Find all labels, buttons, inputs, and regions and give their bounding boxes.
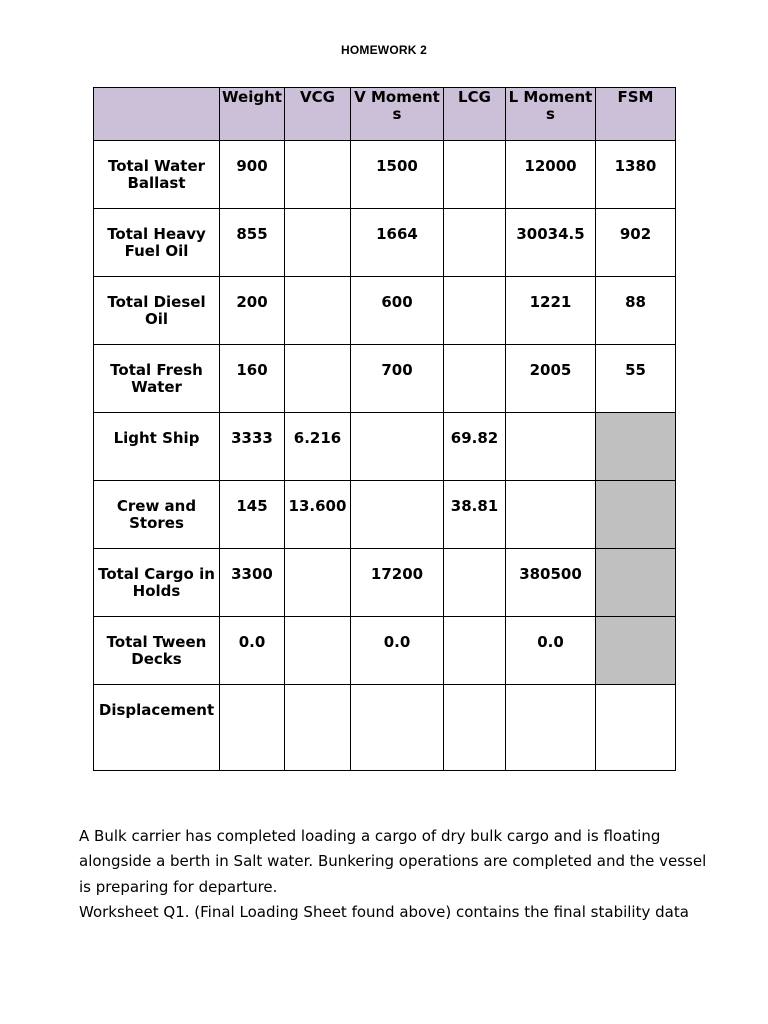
table-row — [94, 549, 676, 617]
cell-lcg: 38.81 — [444, 481, 506, 549]
cell-l-moments: 0.0 — [506, 617, 596, 685]
cell-lcg — [444, 345, 506, 413]
cell-lcg — [444, 141, 506, 209]
row-label: Crew and Stores — [94, 481, 220, 549]
cell-l-moments: 380500 — [506, 549, 596, 617]
cell-fsm-shaded — [596, 413, 676, 481]
cell-v-moments — [351, 481, 444, 549]
row-label: Total Cargo in Holds — [94, 549, 220, 617]
table-header-row — [94, 88, 676, 141]
row-label: Total Water Ballast — [94, 141, 220, 209]
cell-l-moments: 30034.5 — [506, 209, 596, 277]
document-title: HOMEWORK 2 — [341, 43, 427, 57]
table-row — [94, 141, 676, 209]
loading-sheet-table — [93, 87, 676, 771]
cell-l-moments — [506, 413, 596, 481]
cell-weight: 160 — [220, 345, 285, 413]
cell-lcg — [444, 277, 506, 345]
header-fsm: FSM — [596, 88, 676, 141]
header-v-moments: V Moments — [351, 88, 444, 141]
table-row — [94, 685, 676, 771]
cell-fsm: 55 — [596, 345, 676, 413]
cell-fsm: 902 — [596, 209, 676, 277]
cell-v-moments: 1664 — [351, 209, 444, 277]
cell-v-moments: 17200 — [351, 549, 444, 617]
cell-lcg — [444, 685, 506, 771]
cell-fsm: 1380 — [596, 141, 676, 209]
cell-lcg — [444, 549, 506, 617]
row-label: Total Diesel Oil — [94, 277, 220, 345]
cell-l-moments: 2005 — [506, 345, 596, 413]
cell-fsm-shaded — [596, 481, 676, 549]
cell-vcg — [285, 549, 351, 617]
cell-fsm-shaded — [596, 617, 676, 685]
cell-weight: 3300 — [220, 549, 285, 617]
row-label: Light Ship — [94, 413, 220, 481]
row-label: Total Fresh Water — [94, 345, 220, 413]
cell-l-moments: 1221 — [506, 277, 596, 345]
cell-v-moments: 0.0 — [351, 617, 444, 685]
cell-vcg — [285, 685, 351, 771]
cell-weight: 200 — [220, 277, 285, 345]
cell-vcg — [285, 141, 351, 209]
cell-vcg — [285, 617, 351, 685]
cell-lcg — [444, 209, 506, 277]
cell-l-moments: 12000 — [506, 141, 596, 209]
row-label: Total Heavy Fuel Oil — [94, 209, 220, 277]
header-l-moments: L Moments — [506, 88, 596, 141]
cell-l-moments — [506, 685, 596, 771]
table-row — [94, 413, 676, 481]
table-row — [94, 209, 676, 277]
cell-vcg: 6.216 — [285, 413, 351, 481]
cell-vcg: 13.600 — [285, 481, 351, 549]
cell-lcg: 69.82 — [444, 413, 506, 481]
cell-weight: 145 — [220, 481, 285, 549]
cell-fsm — [596, 685, 676, 771]
table-row — [94, 345, 676, 413]
cell-v-moments: 600 — [351, 277, 444, 345]
cell-vcg — [285, 209, 351, 277]
cell-weight: 855 — [220, 209, 285, 277]
cell-weight: 900 — [220, 141, 285, 209]
header-weight: Weight — [220, 88, 285, 141]
paragraph-scenario: A Bulk carrier has completed loading a cargo of dry bulk cargo and is floating alongside a berth in Salt water. Bunkering operations are completed and the vessel is preparing for departure. — [79, 827, 707, 896]
cell-vcg — [285, 345, 351, 413]
cell-lcg — [444, 617, 506, 685]
cell-vcg — [285, 277, 351, 345]
row-label: Total Tween Decks — [94, 617, 220, 685]
row-label: Displacement — [94, 685, 220, 771]
table-row — [94, 481, 676, 549]
cell-fsm-shaded — [596, 549, 676, 617]
cell-v-moments — [351, 685, 444, 771]
cell-weight: 3333 — [220, 413, 285, 481]
cell-v-moments: 1500 — [351, 141, 444, 209]
cell-v-moments — [351, 413, 444, 481]
table-row — [94, 277, 676, 345]
cell-weight: 0.0 — [220, 617, 285, 685]
header-lcg: LCG — [444, 88, 506, 141]
header-blank — [94, 88, 220, 141]
table-row — [94, 617, 676, 685]
cell-fsm: 88 — [596, 277, 676, 345]
header-vcg: VCG — [285, 88, 351, 141]
cell-v-moments: 700 — [351, 345, 444, 413]
body-text — [79, 824, 719, 926]
cell-weight — [220, 685, 285, 771]
paragraph-worksheet: Worksheet Q1. (Final Loading Sheet found above) contains the final stability data — [79, 903, 689, 922]
cell-l-moments — [506, 481, 596, 549]
